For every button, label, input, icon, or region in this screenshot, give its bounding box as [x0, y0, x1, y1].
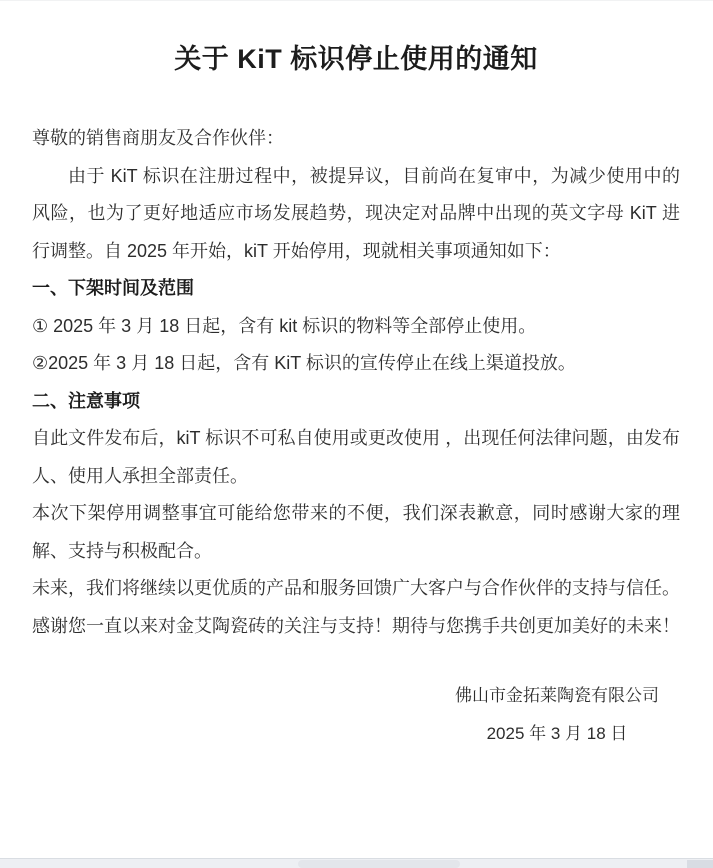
signature-company: 佛山市金拓莱陶瓷有限公司: [455, 686, 659, 705]
signature-block: [407, 677, 707, 753]
section1-item-1: ① 2025 年 3 月 18 日起，含有 kit 标识的物料等全部停止使用。: [32, 315, 537, 336]
section1-heading: 一、下架时间及范围: [32, 278, 194, 298]
section2-heading: 二、注意事项: [32, 390, 140, 411]
section2-paragraph-1: 自此文件发布后，kiT 标识不可私自使用或更改使用 ，出现任何法律问题，由发布人、使用人承担全部责任。: [32, 428, 680, 486]
document-title: 关于 KiT 标识停止使用的通知: [174, 44, 538, 74]
scrollbar-thumb[interactable]: [298, 860, 460, 868]
section1-item-2: ②2025 年 3 月 18 日起，含有 KiT 标识的宣传停止在线上渠道投放。: [32, 353, 576, 373]
scrollbar-corner: [687, 860, 713, 868]
greeting-line: 尊敬的销售商朋友及合作伙伴：: [32, 128, 284, 148]
section2-paragraph-2: 本次下架停用调整事宜可能给您带来的不便，我们深表歉意，同时感谢大家的理解、支持与积极配合。: [32, 503, 680, 561]
section2-paragraph-3: 未来，我们将继续以更优质的产品和服务回馈广大客户与合作伙伴的支持与信任。: [32, 578, 680, 598]
horizontal-scrollbar[interactable]: [0, 858, 713, 868]
intro-paragraph: 由于 KiT 标识在注册过程中，被提异议，目前尚在复审中，为减少使用中的风险，也为了更好地适应市场发展趋势，现决定对品牌中出现的英文字母 KiT 进行调整。自 2025 年开始，kiT 开始停用，现就相关事项通知如下：: [32, 165, 680, 261]
signature-date: 2025 年 3 月 18 日: [486, 724, 628, 743]
section2-paragraph-4: 感谢您一直以来对金艾陶瓷砖的关注与支持！期待与您携手共创更加美好的未来！: [32, 615, 680, 636]
